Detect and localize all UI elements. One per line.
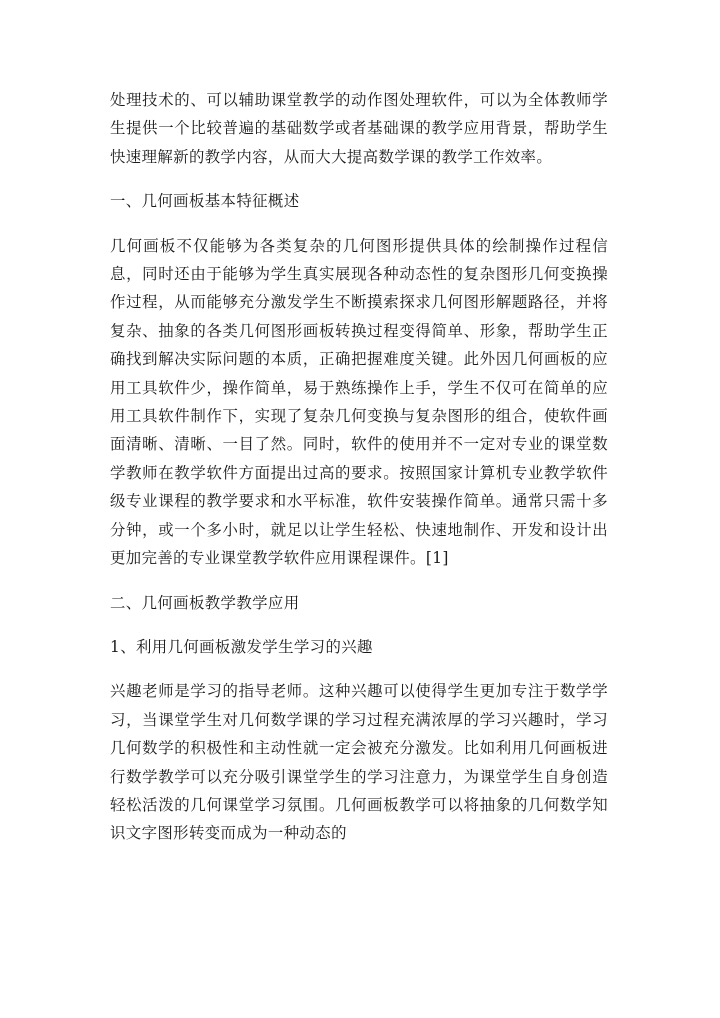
paragraph-geometry-sketchpad-features: 几何画板不仅能够为各类复杂的几何图形提供具体的绘制操作过程信息，同时还由于能够为学生真实展现各种动态性的复杂图形几何变换操作过程，从而能够充分激发学生不断摸索探求几何图形解题路径，并将复杂、抽象的各类几何图形画板转换过程变得简单、形象，帮助学生正确找到解决实际问题的本质，正确把握难度关键。此外因几何画板的应用工具软件少，操作简单，易于熟练操作上手，学生不仅可在简单的应用工具软件制作下，实现了复杂几何变换与复杂图形的组合，使软件画面清晰、清晰、一目了然。同时，软件的使用并不一定对专业的课堂数学教师在教学软件方面提出过高的要求。按照国家计算机专业教学软件级专业课程的教学要求和水平标准，软件安装操作简单。通常只需十多分钟，或一个多小时，就足以让学生轻松、快速地制作、开发和设计出更加完善的专业课堂教学软件应用课程课件。[1] xyxy=(110,236,608,568)
subsection-heading-1: 1、利用几何画板激发学生学习的兴趣 xyxy=(110,637,373,656)
paragraph-interest: 兴趣老师是学习的指导老师。这种兴趣可以使得学生更加专注于数学学习，当课堂学生对几何数学课的学习过程充满浓厚的学习兴趣时，学习几何数学的积极性和主动性就一定会被充分激发。比如利用几何画板进行数学教学可以充分吸引课堂学生的学习注意力，为课堂学生自身创造轻松活泼的几何课堂学习氛围。几何画板教学可以将抽象的几何数学知识文字图形转变而成为一种动态的 xyxy=(110,682,608,843)
paragraph-intro-continuation: 处理技术的、可以辅助课堂教学的动作图处理软件，可以为全体教师学生提供一个比较普遍的基础数学或者基础课的教学应用背景，帮助学生快速理解新的教学内容，从而大大提高数学课的教学工作效率。 xyxy=(110,91,608,166)
section-heading-2: 二、几何画板教学教学应用 xyxy=(110,593,300,612)
document-body xyxy=(110,86,608,864)
section-heading-1: 一、几何画板基本特征概述 xyxy=(110,192,300,211)
